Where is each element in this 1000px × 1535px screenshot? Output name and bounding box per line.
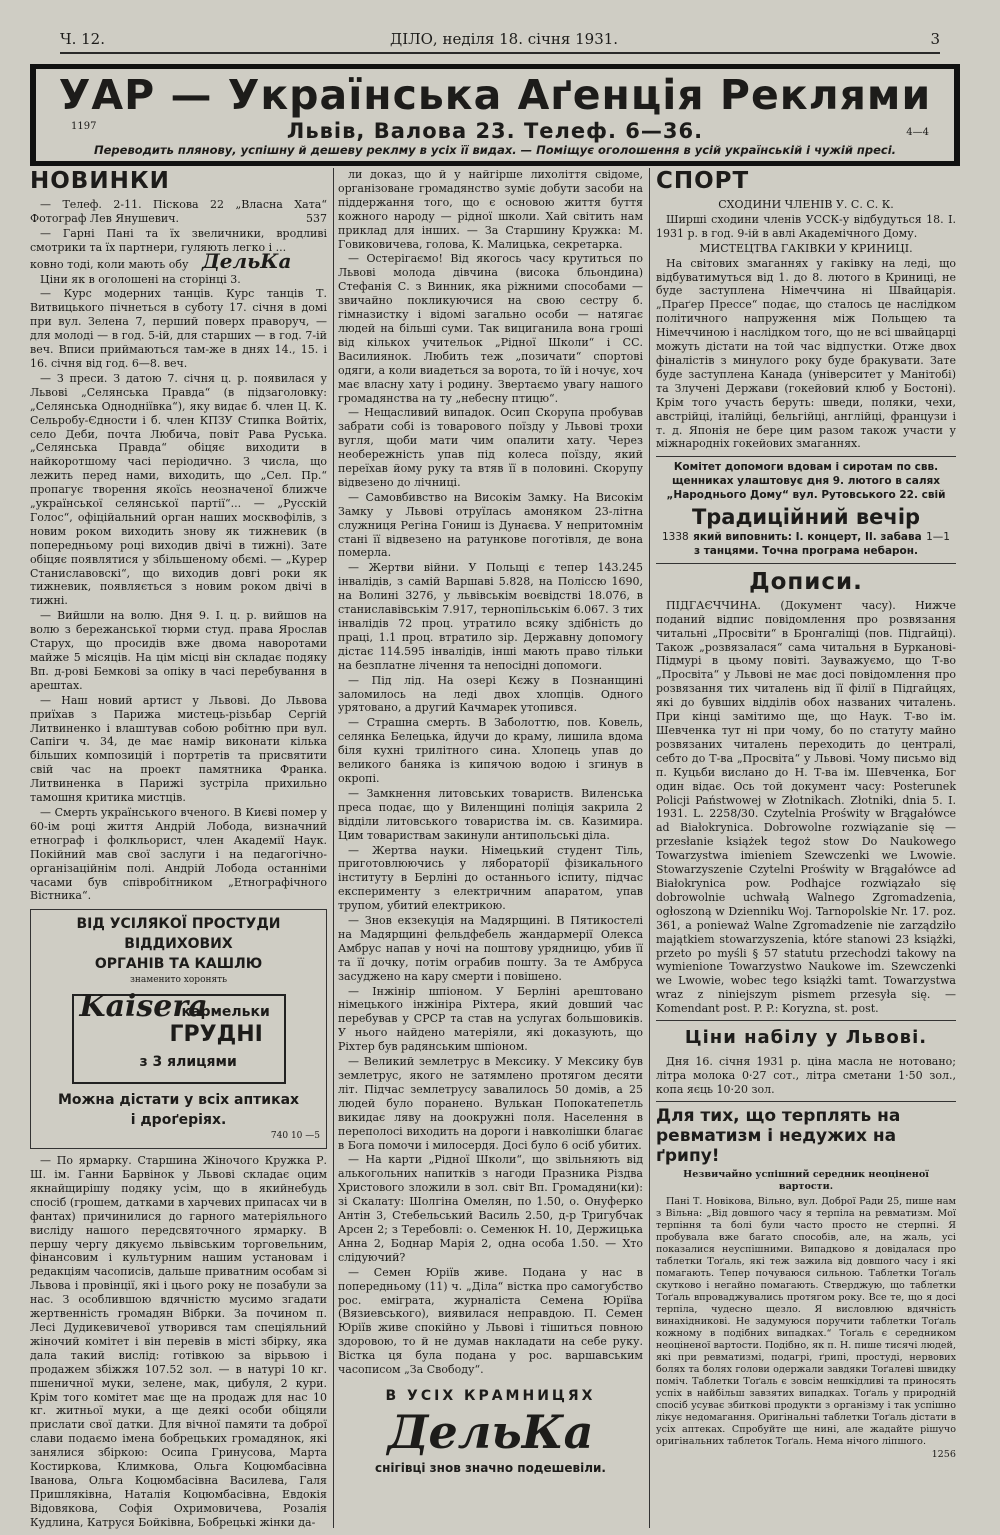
column-news-continued (338, 168, 643, 1487)
sport-headline: СХОДИНИ ЧЛЕНІВ У. С. С. К. (718, 198, 894, 211)
news-item: — Великий землетрус в Мексику. У Мексику був землетрус, якого не затямлено протягом десяти літ. Підчас землетрусу завалилось 50 домів, а 25 людей було поранено. Вулькан Попокатепетль викидає ляву на доокружні поля. Населення в переполосі виходить на дороги і навколішки благає в Бога помочи і милосердя. Досі було 6 осіб убитих. (338, 1055, 643, 1152)
uar-address: Львів, Валова 23. Телеф. 6—36. (286, 119, 704, 143)
vechir-detail: 1338 1—1 який виповнить: І. концерт, ІІ. забава з танцями. Точна програма небарон. (662, 531, 950, 557)
ad-code: 1—1 (926, 531, 950, 544)
delka-logo-small: ДельКа (201, 248, 292, 273)
news-item: — Під лід. На озері Кєжу в Познанщині заломилось на леді двох хлопців. Одного урятовано, а другий Качмарек утопився. (338, 673, 643, 715)
kaiser-line2: ОРГАНІВ ТА КАШЛЮ (94, 956, 263, 973)
news-item: ли доказ, що й у найгірше лихоліття свідоме, організоване громадянство зуміє добути засоби на піддержання того, що є основою життя буття кожного народу — рідної школи. Хай світить нам приклад для інших. — За Старшину Кружка: М. Говиковичева, голова, К. Малицька, секретарка. (338, 168, 643, 251)
delka-line2: снігівці знов значно подешевіли. (375, 1460, 606, 1475)
column-divider (333, 168, 334, 1528)
ad-code-left: 1197 (71, 121, 97, 132)
page-number: 3 (930, 30, 940, 48)
section-heading-sport: СПОРТ (656, 168, 750, 194)
news-item: — Вийшли на волю. Дня 9. І. ц. р. вийшов на волю з бережанської тюрми студ. права Ярослав Старух, що просидів вже двома наворотами майже 5 місяців. На цім місці він складає подяку Вп. д-рові Бемкові за опіку в часі перебування в арештах. (30, 609, 327, 692)
news-item: Ціни як в оголошені на сторінці 3. (40, 272, 241, 286)
ad-code-right: 4—4 (906, 127, 929, 138)
togal-body: Пані Т. Новікова, Вільно, вул. Доброї Ради 25, пише нам з Вільна: „Від довшого часу я терпіла на ревматизм. Мої терпіння та болі були часто просто не стерпні. Я пробувала вже багато способів, але, на жаль, усі показалися неуспішними. Випадково я довідалася про таблетки Тоґаль, які теж зажила від довшого часу і які помагають. Тепер почуваюся сильною. Таблетки Тоґаль скутково і негайно помагають. Стверджую, що таблетки Тоґаль впроваджувались протягом року. Все те, що я досі терпіла, чудесно щезло. Я висловлюю вдячність винахідникові. Не задумуюся поручити таблетки Тоґаль кожному в подібних випадках.“ Тоґаль є середником неоціненої вартости. Подібно, як п. Н. пише тисячі людей, які при ревматизмі, подагрі, ґрипі, простуді, нервових болях та болях голови одержали завдяки Тоґалеві швидку поміч. Таблетки Тоґаль є зовсім нешкідливі та приносять успіх в найбільш завзятих випадках. Тоґаль у природній спосіб усуває збиткові продукти з організму і так успішно лікує недомагання. Оригінальні таблетки Тоґаль дістати в усіх аптеках. Спробуйте ще нині, але жадайте рішучо оригінальних таблеток Тоґаль. Нема нічого ліпшого. (656, 1195, 956, 1447)
kaiser-logo: Kaisera кармельки ГРУДНІ з 3 ялицями (72, 994, 286, 1084)
news-item: — Самовбивство на Високім Замку. На Високім Замку у Львові отруїлась амоняком 23-літна служниця Регіна Гониш із Дунаєва. У непритомнім стані її відвезено на ратункове поготівля, де вона померла. (338, 490, 643, 560)
ad-code: 537 (306, 211, 327, 225)
delka-advertisement (338, 1382, 643, 1482)
news-item: — Нещасливий випадок. Осип Скорупа пробував забрати собі із товарового поїзду у Львові трохи вугля, щоби мати чим опалити хату. Через необережність упав під колеса поїзду, який переїхав йому руку та втяв її в половині. Скорупу відвезено до лічниці. (338, 406, 643, 489)
page-number-label: Ч. 12. (60, 30, 105, 48)
ad-code: 1256 (931, 1448, 956, 1460)
news-item: — З преси. З датою 7. січня ц. р. появилася у Львові „Селянська Правда“ (в підзаголовку: „Селянська Однодніївка“), яку видає б. член Ц. К. Сельробу-Єдности і б. член КПЗУ Стипка Войтіх, село Деби, почта Любича, повіт Рава Руська. „Селянська Правда“ обіцяє виходити в найкоротшому часі періодично. З числа, що лежить перед нами, виходить, що „Сел. Пр.“ пропагує творення якоїсь неозначеної ближче „української селянської партії“... — „Русскій Голос“, офіційальний орган наших москвофілів, з новим роком виходить знову як тижневик (в попередньому році виходив двічі в тижні). Зате обіцяє появлятися у збільшеному обємі. — „Курер Станиславовскі“, що виходив довгі роки як тижневик, появляється з новим роком двічі в тижні. (30, 371, 327, 608)
vechir-title: Традиційний вечір (691, 505, 921, 530)
news-item: — Жертва науки. Німецький студент Тіль, приготовлюючись у лябораторії фізикального інституту в Берліні до останнього іспиту, підчас експерименту з електричним апаратом, упав трупом, убитий електрикою. (338, 843, 643, 913)
news-item: — Страшна смерть. В Заболоттю, пов. Ковель, селянка Белецька, йдучи до краму, лишила вдома біля кухні трилітного сина. Хлопець упав до великого баняка із кипячою водою і згинув в окропі. (338, 716, 643, 785)
divider (656, 1101, 956, 1102)
uar-advertisement (30, 64, 960, 166)
news-item: — Телеф. 2-11. Піскова 22 „Власна Хата“ Фотограф Лев Янушевич. 537 (30, 198, 327, 225)
togal-title: Для тих, що терплять на ревматизм і недужих на ґрипу! (656, 1105, 901, 1166)
prices-item: Дня 16. січня 1931 р. ціна масла не нотовано; літра молока 0·27 сот., літра сметани 1·50 зол., копа яєць 10·20 зол. (656, 1055, 956, 1096)
news-item: — По ярмарку. Старшина Жіночого Кружка Р. Ш. ім. Ганни Барвінок у Львові складає оцим якнайщирішу подяку усім, що в якийнебудь спосіб (грошем, датками в харчевих припасах чи в фантах) причинилися до гарного матеріяльного висліду нашого передсвяточного ярмарку. В першу чергу дякуємо львівським торговельним, фінансовим і культурним нашим установам і редакціям часописів, дальше приватним особам зі Львова і провінції, які і цього року не позабули за нас. З особлившою вдячністю мусимо згадати жертвенність громадян Вібрки. За почином п. Лесі Дудикевичевої утворився там спеціяльний жіночий комітет і він перевів в місті збірку, яка дала такий вислід: готівкою за вірьвою і продажем збіжжя 107.52 зол. — в натурі 10 кг. пшеничної муки, зелене, мак, цибуля, 2 кури. Крім того комітет має ще на продаж для нас 10 кг. житньої муки, а ще деякі особи обіцяли прислати свої датки. Для вічної памяти та доброї слави подаємо імена бобрецьких громадянок, які занялися збіркою: Осипа Гринусова, Марта Костиркова, Климкова, Ольга Коцюмбасівна Іванова, Ольга Коцюмбасівна Василева, Галя Пришляківна, Наталія Коцюмбасівна, Евдокія Відовякова, Софія Охримовичева, Розалія Кудлина, Катруся Бойківна, Бобрецькі жінки да- (30, 1154, 327, 1529)
news-item: — Замкнення литовських товариств. Виленська преса подає, що у Виленщині поліція закрила 2 відділи литовського товариства ім. св. Казимира. Цим товариствам закинули антипольські діла. (338, 786, 643, 842)
kaiser-foot1: Можна дістати у всіх аптиках (57, 1092, 300, 1109)
news-item: — Наш новий артист у Львові. До Львова приїхав з Парижа мистець-різьбар Сергій Литвиненко і влаштував собою робітню при вул. Сапіги ч. 34, де має намір виконати кілька більших композицій і портретів та присвятити свій час на проект памятника Франка. Литвиненка в Парижі зустріла прихильно тамошня критика мистців. (30, 693, 327, 805)
news-item: — Жертви війни. У Польщі є тепер 143.245 інвалідів, з самій Варшаві 5.828, на Поліссю 1690, на Волині 3276, у львівськім воєвідстві 18.076, в станиславівськім 7.917, тернопільськім 6.067. З тих інвалідів 72 проц. утратило всяку здібність до праці, 1.1 проц. втратило зір. Державну допомогу дістає 114.595 інвалідів, інші мають право тільки на безплатне лічення та непосідні допомоги. (338, 561, 643, 672)
delka-line1: В УСІХ КРАМНИЦЯХ (385, 1387, 596, 1404)
section-heading-dopysy: Дописи. (749, 568, 863, 595)
togal-advertisement (656, 1106, 956, 1461)
column-sport (656, 168, 956, 1461)
news-item: — Остерігаємо! Від якогось часу крутиться по Львові молода дівчина (висока бльондина) Стефанія С. з Винник, яка ріжними способами — звичайно покликуючися на свою сестру б. гімназистку і відомі загально особи — натягає людей на більші суми. Так вициганила вона гроші від кількох учительок „Рідної Школи“ і СС. Василиянок. Любить теж „позичати“ спортові одяги, а коли виадеться за ворота, то їй і ночує, хоч має власну хату і родину. Звертаємо увагу нашого громадянства на ту „небесну птицю“. (338, 252, 643, 405)
kaiser-line1: ВІД УСІЛЯКОЇ ПРОСТУДИ ВІДДИХОВИХ (76, 916, 281, 953)
issue-date: ДІЛО, неділя 18. січня 1931. (390, 30, 619, 48)
uar-title: УАР — Українська Аґенція Реклями (58, 71, 932, 119)
news-item: — На карти „Рідної Школи“, що звільняють від алькогольних напитків з нагоди Празника Різдва Христового зложили в зол. світ Вп. Громадяни(ки): зі Скалату: Шолгіна Омелян, по 1.50, о. Онуферко Антін 3, Стебельський Василь 2.50, д-р Тригубчак Арсен 2; з Теребовлі: о. Семенюк Н. 10, Держицька Анна 2, Боднар Марія 2, одна особа 1.50. — Хто слідуючий? (338, 1153, 643, 1264)
sport-headline: МИСТЕЦТВА ГАКІВКИ У КРИНИЦІ. (699, 241, 913, 255)
news-item: — Семен Юріїв живе. Подана у нас в попередньому (11) ч. „Діла“ вістка про самогубство рос. еміграта, журналіста Семена Юріїва (Вязиевського), виявилася неправдою. П. Семен Юріїв живе спокійно у Львові і тішиться повною здоровою, то й не думав накладати на себе руку. Вістка ця була подана у рос. варшавським часописом „За Свободу“. (338, 1265, 643, 1377)
column-divider (649, 168, 650, 1528)
delka-logo: ДельКа (387, 1404, 594, 1459)
vechir-intro: Комітет допомоги вдовам і сиротам по свв. щенниках улаштовує дня 9. лютого в салях „Народнього Дому“ вул. Рутовського 22. свій (666, 461, 946, 502)
ad-code: 1338 (662, 531, 689, 544)
divider (656, 1020, 956, 1021)
news-item: — Смерть українського вченого. В Києві помер у 60-ім році життя Андрій Лобода, визначний етнограф і фолкльорист, член Академії Наук. Покійний мав свої заслуги і на педагогічно-організаційнім полі. Андрій Лобода останніми часами був співробітником „Етнографічного Вістника“. (30, 805, 327, 903)
uar-slogan: Переводить плянову, успішну й дешеву реклму в усіх її видах. — Поміщує оголошення в усій українській і чужій пресі. (93, 143, 897, 157)
sport-item: На світових змаганнях у гаківку на леді, що відбуватимуться від 1. до 8. лютого в Криниці, не буде заступлена Німеччина ні Швайцарія. „Праґер Прессе“ подає, що сталось це наслідком політичного напруження між Польщею та Німеччиною і наслідком того, що не всі швайцарці можуть дістати на той час відпустки. Отже двох фіналістів з минулого року буде бракувати. Зате буде заступлена Канада (університет у Манітобі) та Злучені Держави (гокейовий клюб у Бостоні). Крім того участь беруть: шведи, поляки, чехи, австрійці, італійці, бельгійці, англійці, французи і т. д. Японія не бере цим разом також участи у міжнародніх гокейових змаганнях. (656, 256, 956, 451)
news-item: — Гарні Пані та їх звеличники, вродливі смотрики та їх партнери, гуляють легко і ... ковно тоді, коли мають обу ДельКа (30, 226, 327, 273)
kaiser-advertisement (30, 909, 327, 1149)
news-item: — Курс модерних танців. Курс танців Т. Витвицького пічнеться в суботу 17. січня в домі при вул. Зелена 7, перший поверх праворуч, — для молоді — в год. 5-ій, для старших — в год. 7-ій веч. Вписи приймаються там-же в днях 14., 15. і 16. січня від год. 6—8. веч. (30, 287, 327, 370)
news-item: — Знов екзекуція на Мадярщині. В Пятикостелі на Мадярщині фельдфебель жандармерії Олекса Амбрус напав у ночі на поштову урядницю, убив її та її дочку, потім ограбив пошту. За те Амбруса засуджено на кару смерти і повішено. (338, 914, 643, 983)
sport-item: Ширші сходини членів УССК-у відбудуться 18. І. 1931 р. в год. 9-ій в авлі Академічного Дому. (656, 212, 956, 240)
column-news (30, 168, 327, 1531)
kaiser-code: 740 10 —5 (270, 1131, 320, 1142)
togal-subtitle: Незвичайно успішний середник неоціненої вартости. (683, 1168, 929, 1192)
running-header (60, 30, 940, 54)
section-heading-prices: Ціни набілу у Львові. (684, 1027, 928, 1049)
news-item: — Інжінір шпіоном. У Берліні арештовано німецького інжініра Ріхтера, який довший час перебував у СРСР та став на услугах большовиків. У нього найдено матеріяли, які доказують, що Ріхтер був радянським шпіоном. (338, 984, 643, 1054)
kaiser-foot2: і дроґеріях. (130, 1112, 227, 1129)
section-heading-news: НОВИНКИ (30, 168, 170, 194)
dopysy-item: ПІДГАЄЧЧИНА. (Документ часу). Нижче поданий відпис повідомлення про розвязання читальні „Просвіти“ в Бронгаліщі (пов. Підгайці). Також „розвязалася“ сама читальня в Бурканові-Підмурі в цьому повіті. Зауважуємо, що Т-во „Просвіта“ у Львові не має досі повідомлення про розвязання тих читалень від її філії в Підгайцях, які до бувших відділів обох названих читалень. При кінці замітимо ще, що Наук. Т-во ім. Шевченка тут ні при чому, бо по статуту майно розвязаних читалень переходить до централі, себто до Т-ва „Просвіта“ у Львові. Чому письмо від п. Куцьби вислано до Н. Т-ва ім. Шевченка, Бог один відає. Ось той документ часу: Posterunek Policji Państwowej w Złotnikach. Złotniki, dnia 5. I. 1931. L. 2258/30. Czytelnia Proświty w Brągałówce ad Białokrynica. Dobrowolne rozwiązanie się — przesłanie książek tegoż stow Do Naukowego Towarzystwa imieniem Szewczenki we Lwowie. Stowarzyszenie Czytelni Proświty w Brągałówce ad Białokrynica pow. Podhajce rozwiązało się dobrowolnie uchwałą Walnego Zgromadzenia, ogłoszoną w Dzienniku Woj. Tarnopolskie Nr. 17. poz. 361, a ponieważ Walne Zgromadzenie nie zarządziło majątkiem stowarzyszenia, które stanowi 23 książki, przeto po myśli § 57 statutu przechodzi takowy na wymienione Towarzystwo Naukowe im. Szewczenki we Lwowie, wobec tego książki tamt. Towarzystwa wraz z niniejszym pismem przesyła się. — Komendant post. P. P.: Koryzna, st. post. (656, 598, 956, 1016)
kaiser-line3: знаменито хоронять (129, 975, 228, 986)
vechir-advertisement (656, 456, 956, 564)
